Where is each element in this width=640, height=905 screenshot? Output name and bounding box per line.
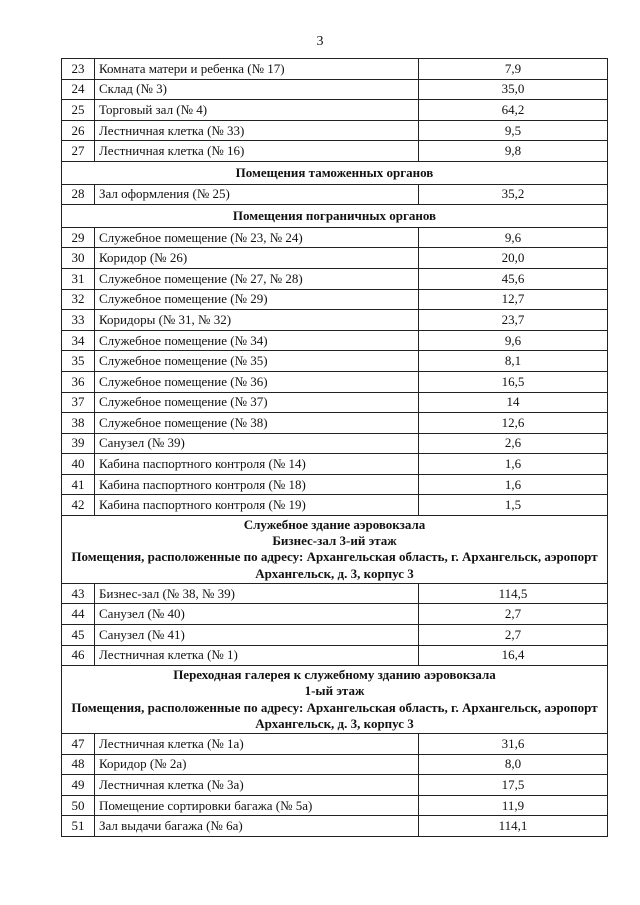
table-row [62, 79, 608, 100]
premises-table [61, 58, 608, 837]
room-area: 114,5 [419, 583, 608, 604]
row-number: 26 [62, 120, 95, 141]
section-header [62, 666, 608, 734]
room-area: 9,8 [419, 141, 608, 162]
row-number: 35 [62, 351, 95, 372]
row-number: 40 [62, 454, 95, 475]
room-area: 12,6 [419, 413, 608, 434]
row-number: 46 [62, 645, 95, 666]
row-number: 51 [62, 816, 95, 837]
table-row [62, 474, 608, 495]
room-area: 16,5 [419, 371, 608, 392]
room-area: 35,2 [419, 184, 608, 205]
room-name: Склад (№ 3) [95, 79, 419, 100]
room-name: Служебное помещение (№ 29) [95, 289, 419, 310]
room-area: 1,6 [419, 454, 608, 475]
row-number: 45 [62, 625, 95, 646]
room-area: 31,6 [419, 734, 608, 755]
room-name: Служебное помещение (№ 38) [95, 413, 419, 434]
row-number: 32 [62, 289, 95, 310]
table-row [62, 583, 608, 604]
room-area: 45,6 [419, 268, 608, 289]
page-number: 3 [316, 34, 324, 49]
row-number: 34 [62, 330, 95, 351]
table-row [62, 413, 608, 434]
table-row [62, 289, 608, 310]
section-header-line: Архангельск, д. 3, корпус 3 [255, 565, 414, 581]
row-number: 27 [62, 141, 95, 162]
section-header-line: Помещения, расположенные по адресу: Архангельская область, г. Архангельск, аэропорт [71, 699, 598, 715]
table-row [62, 625, 608, 646]
room-name: Коридоры (№ 31, № 32) [95, 310, 419, 331]
row-number: 36 [62, 371, 95, 392]
room-area: 11,9 [419, 795, 608, 816]
row-number: 31 [62, 268, 95, 289]
row-number: 50 [62, 795, 95, 816]
room-area: 17,5 [419, 775, 608, 796]
room-name: Коридор (№ 2а) [95, 754, 419, 775]
room-name: Лестничная клетка (№ 33) [95, 120, 419, 141]
section-header-row [62, 161, 608, 184]
table-row [62, 141, 608, 162]
table-row [62, 100, 608, 121]
row-number: 29 [62, 227, 95, 248]
room-area: 9,6 [419, 227, 608, 248]
room-name: Кабина паспортного контроля (№ 19) [95, 495, 419, 516]
room-area: 9,6 [419, 330, 608, 351]
table-row [62, 754, 608, 775]
table-row [62, 433, 608, 454]
room-area: 2,6 [419, 433, 608, 454]
section-header-line: Помещения пограничных органов [232, 207, 437, 223]
room-name: Комната матери и ребенка (№ 17) [95, 59, 419, 80]
section-header [62, 205, 608, 228]
room-area: 14 [419, 392, 608, 413]
table-row [62, 495, 608, 516]
room-name: Служебное помещение (№ 27, № 28) [95, 268, 419, 289]
row-number: 43 [62, 583, 95, 604]
table-row [62, 310, 608, 331]
table-row [62, 392, 608, 413]
row-number: 37 [62, 392, 95, 413]
table-row [62, 775, 608, 796]
room-name: Лестничная клетка (№ 16) [95, 141, 419, 162]
room-area: 35,0 [419, 79, 608, 100]
room-area: 12,7 [419, 289, 608, 310]
row-number: 48 [62, 754, 95, 775]
row-number: 28 [62, 184, 95, 205]
room-name: Торговый зал (№ 4) [95, 100, 419, 121]
row-number: 33 [62, 310, 95, 331]
row-number: 49 [62, 775, 95, 796]
table-row [62, 248, 608, 269]
room-name: Лестничная клетка (№ 3а) [95, 775, 419, 796]
row-number: 23 [62, 59, 95, 80]
section-header-line: Бизнес-зал 3-ий этаж [272, 533, 397, 549]
table-row [62, 227, 608, 248]
room-name: Бизнес-зал (№ 38, № 39) [95, 583, 419, 604]
section-header-row [62, 516, 608, 584]
table-row [62, 454, 608, 475]
row-number: 42 [62, 495, 95, 516]
section-header-row [62, 205, 608, 228]
room-name: Служебное помещение (№ 36) [95, 371, 419, 392]
table-row [62, 734, 608, 755]
room-name: Санузел (№ 39) [95, 433, 419, 454]
room-area: 23,7 [419, 310, 608, 331]
room-area: 114,1 [419, 816, 608, 837]
room-name: Санузел (№ 40) [95, 604, 419, 625]
table-row [62, 604, 608, 625]
room-area: 8,0 [419, 754, 608, 775]
section-header-line: Помещения, расположенные по адресу: Архангельская область, г. Архангельск, аэропорт [71, 549, 598, 565]
room-area: 1,5 [419, 495, 608, 516]
room-name: Служебное помещение (№ 34) [95, 330, 419, 351]
room-name: Коридор (№ 26) [95, 248, 419, 269]
section-header-line: Служебное здание аэровокзала [243, 517, 426, 533]
section-header [62, 161, 608, 184]
section-header-row [62, 666, 608, 734]
table-row [62, 795, 608, 816]
room-area: 20,0 [419, 248, 608, 269]
room-area: 9,5 [419, 120, 608, 141]
table-row [62, 120, 608, 141]
row-number: 24 [62, 79, 95, 100]
room-area: 1,6 [419, 474, 608, 495]
table-row [62, 816, 608, 837]
table-row [62, 330, 608, 351]
room-name: Кабина паспортного контроля (№ 18) [95, 474, 419, 495]
row-number: 47 [62, 734, 95, 755]
table-row [62, 268, 608, 289]
room-name: Лестничная клетка (№ 1а) [95, 734, 419, 755]
room-area: 2,7 [419, 625, 608, 646]
room-area: 2,7 [419, 604, 608, 625]
row-number: 25 [62, 100, 95, 121]
table-row [62, 371, 608, 392]
room-area: 7,9 [419, 59, 608, 80]
room-name: Зал выдачи багажа (№ 6а) [95, 816, 419, 837]
room-name: Служебное помещение (№ 35) [95, 351, 419, 372]
table-row [62, 59, 608, 80]
row-number: 39 [62, 433, 95, 454]
room-name: Служебное помещение (№ 23, № 24) [95, 227, 419, 248]
row-number: 30 [62, 248, 95, 269]
room-name: Лестничная клетка (№ 1) [95, 645, 419, 666]
table-row [62, 184, 608, 205]
section-header-line: Помещения таможенных органов [235, 164, 434, 180]
row-number: 41 [62, 474, 95, 495]
room-name: Помещение сортировки багажа (№ 5а) [95, 795, 419, 816]
room-area: 8,1 [419, 351, 608, 372]
table-row [62, 645, 608, 666]
section-header-line: Архангельск, д. 3, корпус 3 [255, 715, 414, 731]
row-number: 44 [62, 604, 95, 625]
room-name: Кабина паспортного контроля (№ 14) [95, 454, 419, 475]
section-header [62, 516, 608, 584]
premises-table-body [62, 59, 608, 837]
section-header-line: Переходная галерея к служебному зданию аэровокзала [173, 667, 496, 683]
room-name: Служебное помещение (№ 37) [95, 392, 419, 413]
section-header-line: 1-ый этаж [304, 683, 365, 699]
table-row [62, 351, 608, 372]
room-name: Зал оформления (№ 25) [95, 184, 419, 205]
room-area: 16,4 [419, 645, 608, 666]
room-name: Санузел (№ 41) [95, 625, 419, 646]
room-area: 64,2 [419, 100, 608, 121]
row-number: 38 [62, 413, 95, 434]
